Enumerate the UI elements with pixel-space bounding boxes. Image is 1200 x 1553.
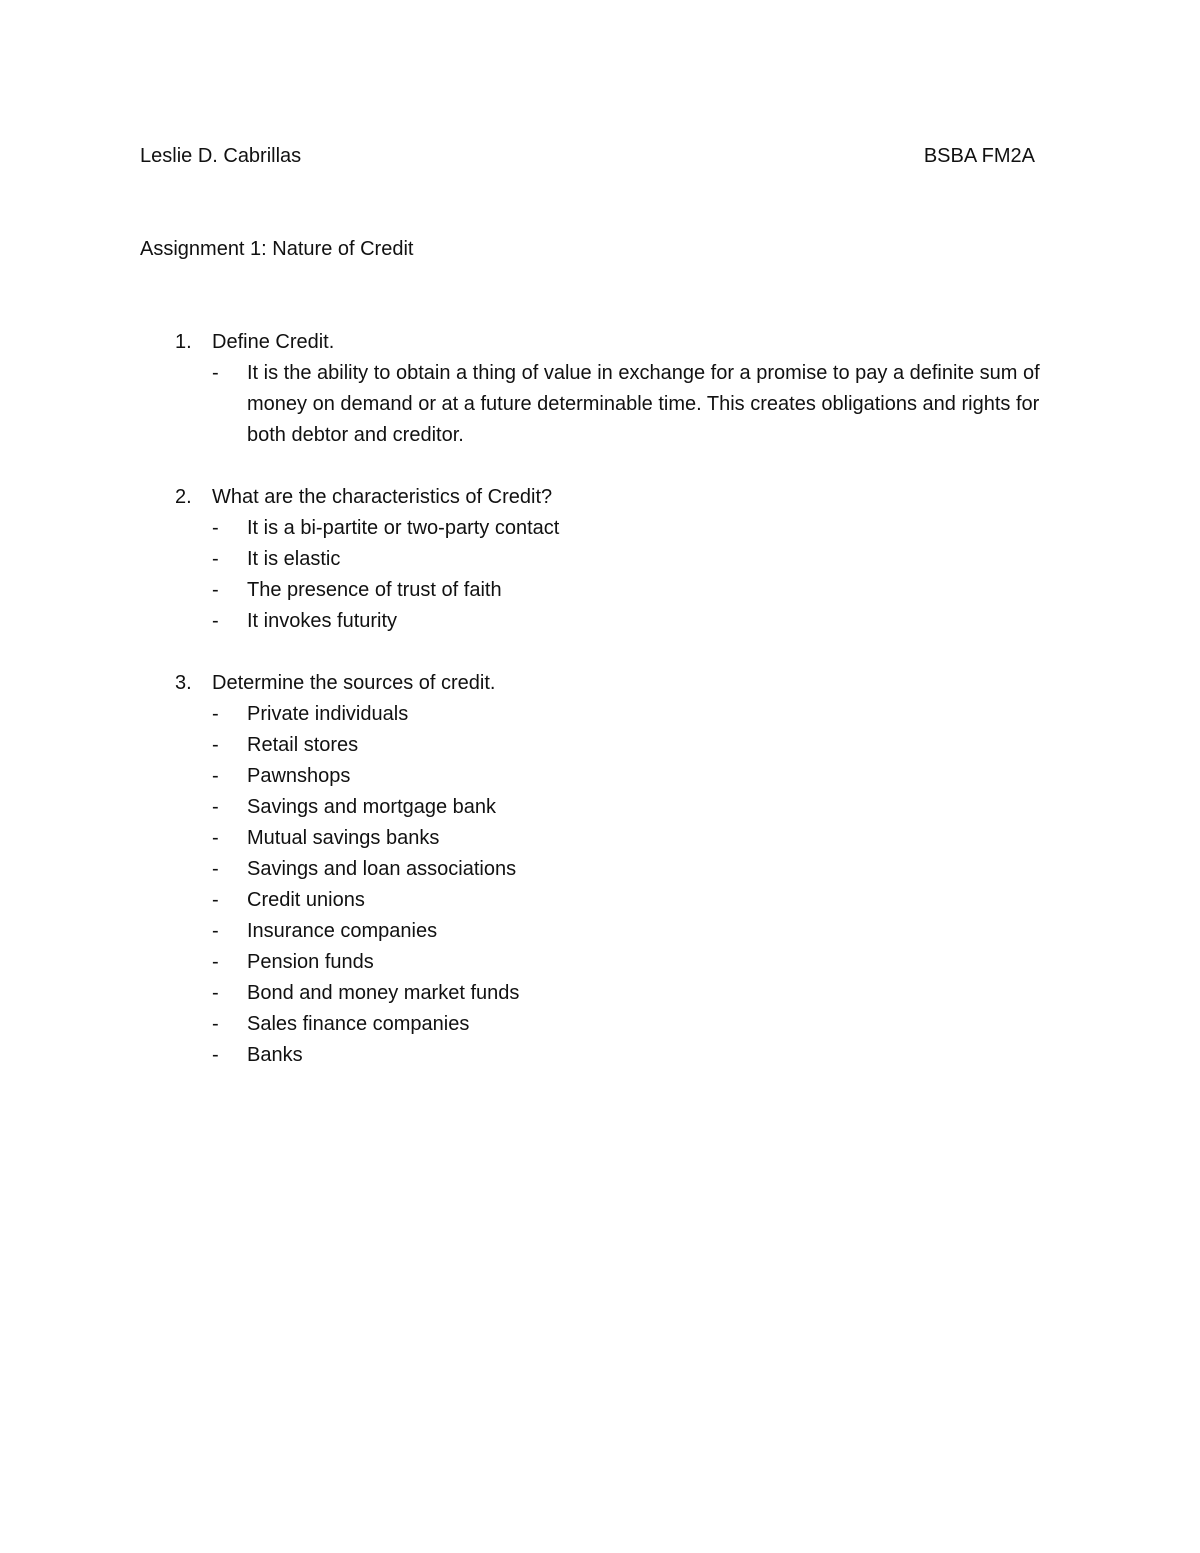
dash-bullet: - (212, 982, 219, 1004)
answer-text: Pension funds (247, 951, 374, 973)
answer-text: It invokes futurity (247, 610, 398, 632)
question-text: What are the characteristics of Credit? (212, 486, 553, 508)
document-header (140, 141, 1035, 172)
answer-text: It is a bi-partite or two-party contact (247, 517, 560, 539)
question-3 (175, 668, 1055, 1071)
student-name: Leslie D. Cabrillas (140, 145, 302, 167)
question-line (175, 327, 1055, 358)
answer-text: Banks (247, 1044, 303, 1066)
dash-bullet: - (212, 827, 219, 849)
dash-bullet: - (212, 734, 219, 756)
answer-text: Private individuals (247, 703, 409, 725)
dash-bullet: - (212, 858, 219, 880)
dash-bullet: - (212, 796, 219, 818)
question-1 (175, 327, 1055, 451)
answer-item (175, 916, 1055, 947)
answer-item (175, 854, 1055, 885)
answer-text: The presence of trust of faith (247, 579, 502, 601)
answer-item (175, 1040, 1055, 1071)
question-text: Define Credit. (212, 331, 335, 353)
dash-bullet: - (212, 1013, 219, 1035)
question-line (175, 668, 1055, 699)
answer-text: Bond and money market funds (247, 982, 520, 1004)
dash-bullet: - (212, 517, 219, 539)
answer-text: It is the ability to obtain a thing of value in exchange for a promise to pay a definite sum of money on demand or at a future determinable time. This creates obligations and rights for both debtor and creditor. (247, 362, 1040, 446)
question-number: 1. (175, 331, 192, 353)
answer-item (175, 730, 1055, 761)
dash-bullet: - (212, 951, 219, 973)
answer-item (175, 606, 1055, 637)
answer-text: Retail stores (247, 734, 359, 756)
question-list (175, 327, 1055, 1102)
question-number: 3. (175, 672, 192, 694)
dash-bullet: - (212, 579, 219, 601)
answer-item (175, 885, 1055, 916)
answer-text: Mutual savings banks (247, 827, 440, 849)
answer-text: Credit unions (247, 889, 365, 911)
answer-item (175, 947, 1055, 978)
answer-text: Insurance companies (247, 920, 438, 942)
dash-bullet: - (212, 920, 219, 942)
answer-item (175, 699, 1055, 730)
question-text: Determine the sources of credit. (212, 672, 496, 694)
answer-item (175, 823, 1055, 854)
dash-bullet: - (212, 362, 219, 384)
answer-item (175, 544, 1055, 575)
dash-bullet: - (212, 889, 219, 911)
dash-bullet: - (212, 703, 219, 725)
dash-bullet: - (212, 1044, 219, 1066)
dash-bullet: - (212, 610, 219, 632)
dash-bullet: - (212, 765, 219, 787)
answer-text: Pawnshops (247, 765, 351, 787)
answer-text: Sales finance companies (247, 1013, 470, 1035)
question-2 (175, 482, 1055, 637)
answer-item (175, 1009, 1055, 1040)
answer-item (175, 513, 1055, 544)
dash-bullet: - (212, 548, 219, 570)
section-code: BSBA FM2A (923, 145, 1035, 167)
answer-item (175, 575, 1055, 606)
answer-item (175, 761, 1055, 792)
answer-text: Savings and mortgage bank (247, 796, 497, 818)
answer-item (175, 358, 1055, 451)
assignment-title: Assignment 1: Nature of Credit (140, 238, 414, 260)
question-number: 2. (175, 486, 192, 508)
answer-item (175, 792, 1055, 823)
answer-text: It is elastic (247, 548, 341, 570)
answer-item (175, 978, 1055, 1009)
answer-text: Savings and loan associations (247, 858, 517, 880)
question-line (175, 482, 1055, 513)
